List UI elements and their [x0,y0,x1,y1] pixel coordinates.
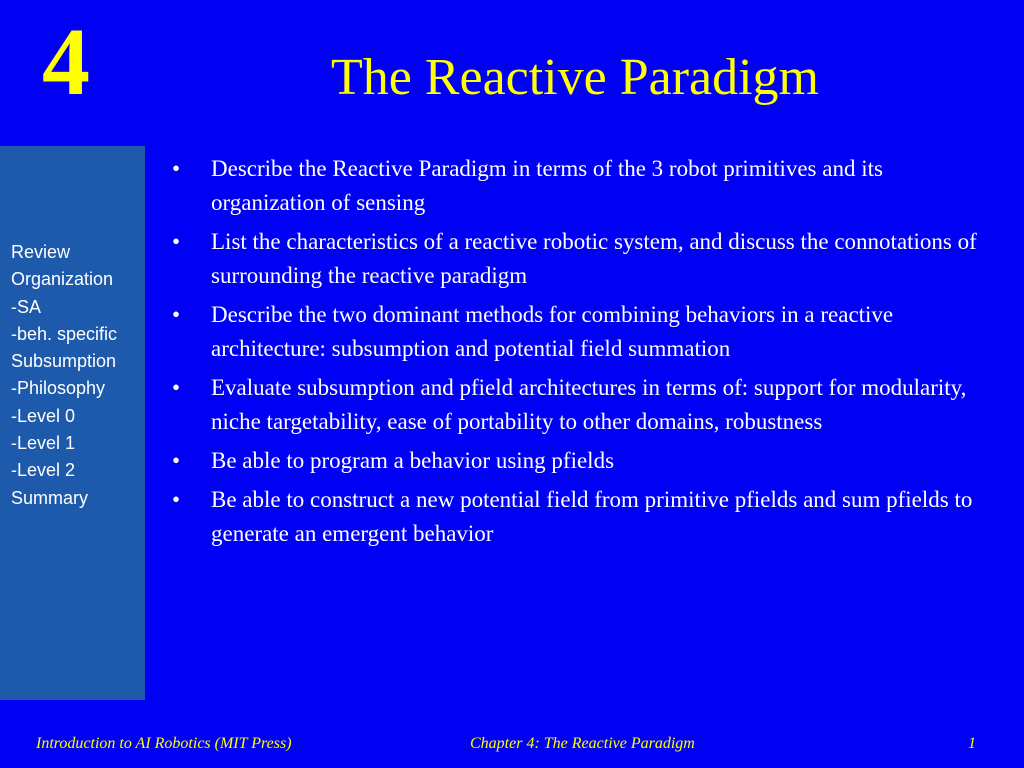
sidebar-item-level-1: -Level 1 [11,433,76,454]
sidebar-item-subsumption: Subsumption [11,351,117,372]
footer-page-number: 1 [968,735,976,752]
objective-item [172,152,982,220]
objective-item [172,444,982,478]
sidebar-item-philosophy: -Philosophy [11,378,106,399]
sidebar-item-beh-specific: -beh. specific [11,323,118,344]
sidebar-item-review: Review [11,242,71,262]
sidebar-outline [11,239,117,512]
objective-text: Describe the two dominant methods for combining behaviors in a reactive architecture: subsumption and potential field summation [211,302,894,361]
objective-item [172,298,982,366]
bullet-icon: • [172,302,181,327]
sidebar-item-level-2: -Level 2 [11,460,76,481]
objective-item [172,225,982,293]
objective-text: List the characteristics of a reactive robotic system, and discuss the connotations of surrounding the reactive paradigm [211,229,977,288]
bullet-icon: • [172,487,181,512]
objective-text: Be able to construct a new potential field from primitive pfields and sum pfields to generate an emergent behavior [211,487,973,546]
sidebar-panel [0,146,145,700]
objective-item [172,483,982,551]
objective-text: Be able to program a behavior using pfields [211,448,615,473]
footer-book-title: Introduction to AI Robotics (MIT Press) [36,735,292,752]
sidebar-item-level-0: -Level 0 [11,405,76,426]
objective-text: Evaluate subsumption and pfield architectures in terms of: support for modularity, niche targetability, ease of portability to other domains, robustness [211,375,967,434]
chapter-number: 4 [42,8,90,115]
sidebar-item-organization: Organization [11,269,114,290]
bullet-icon: • [172,156,181,181]
footer-chapter-title: Chapter 4: The Reactive Paradigm [470,735,695,752]
sidebar-item-sa: -SA [11,296,42,317]
objectives-list [172,152,982,556]
objective-text: Describe the Reactive Paradigm in terms of the 3 robot primitives and its organization of sensing [211,156,883,215]
bullet-icon: • [172,375,181,400]
bullet-icon: • [172,229,181,254]
objective-item [172,371,982,439]
slide-title: The Reactive Paradigm [330,49,820,106]
bullet-icon: • [172,448,181,473]
sidebar-item-summary: Summary [11,487,89,508]
